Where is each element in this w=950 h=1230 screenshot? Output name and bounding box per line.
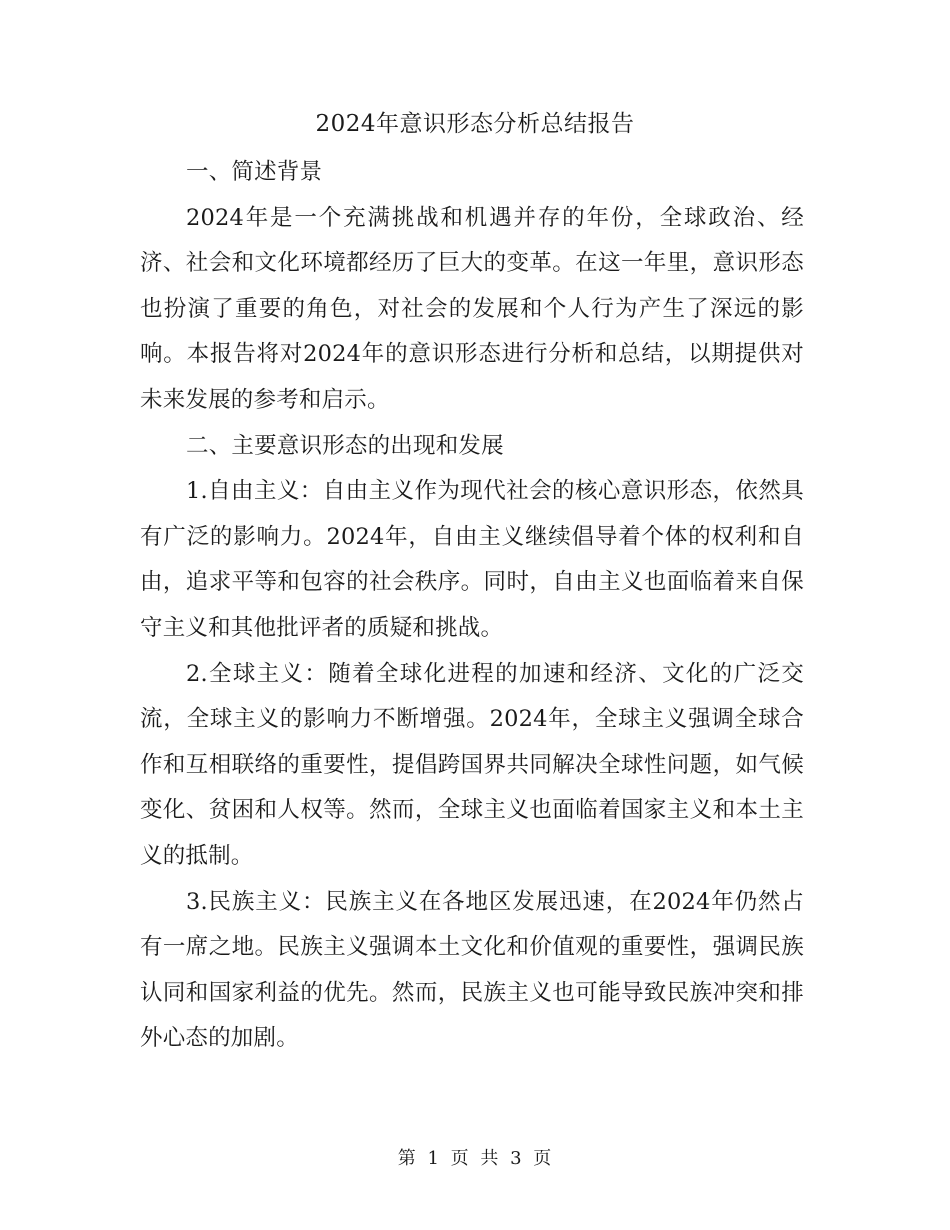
section-heading-ideologies: 二、主要意识形态的出现和发展 [186,432,504,459]
page-number-footer: 第 1 页 共 3 页 [397,1148,553,1169]
document-body [140,150,804,1062]
document-title: 2024年意识形态分析总结报告 [315,111,635,137]
paragraph-liberalism: 1.自由主义：自由主义作为现代社会的核心意识形态，依然具有广泛的影响力。2024年，自由主义继续倡导着个体的权利和自由，追求平等和包容的社会秩序。同时，自由主义也面临着来自保守主义和其他批评者的质疑和挑战。 [140,478,804,641]
paragraph-background: 2024年是一个充满挑战和机遇并存的年份，全球政治、经济、社会和文化环境都经历了巨大的变革。在这一年里，意识形态也扮演了重要的角色，对社会的发展和个人行为产生了深远的影响。本报告将对2024年的意识形态进行分析和总结，以期提供对未来发展的参考和启示。 [140,204,804,413]
paragraph-nationalism: 3.民族主义：民族主义在各地区发展迅速，在2024年仍然占有一席之地。民族主义强调本土文化和价值观的重要性，强调民族认同和国家利益的优先。然而，民族主义也可能导致民族冲突和排外心态的加剧。 [140,888,804,1052]
section-heading-background: 一、简述背景 [186,159,323,185]
paragraph-globalism: 2.全球主义：随着全球化进程的加速和经济、文化的广泛交流，全球主义的影响力不断增强。2024年，全球主义强调全球合作和互相联络的重要性，提倡跨国界共同解决全球性问题，如气候变化、贫困和人权等。然而，全球主义也面临着国家主义和本土主义的抵制。 [140,660,804,869]
